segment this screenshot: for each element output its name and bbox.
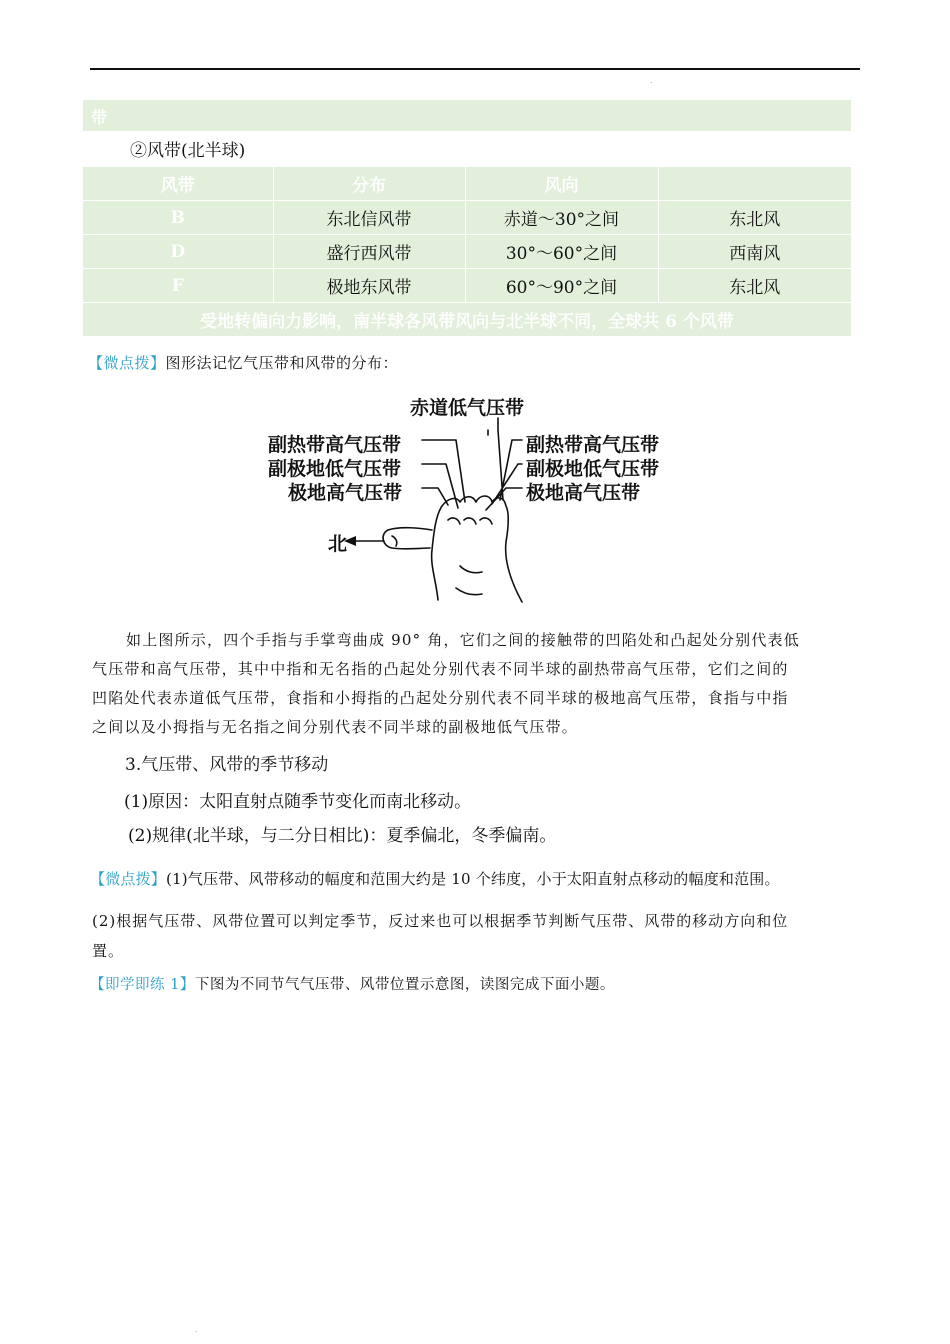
top-band — [83, 100, 851, 131]
wind-table-header — [83, 167, 851, 201]
label-right-subtropical-high: 副热带高气压带 — [526, 434, 660, 456]
tip2-line: 置。 — [92, 942, 125, 960]
explain-line: 气压带和高气压带，其中中指和无名指的凸起处分别代表不同半球的副热带高气压带，它们之间的 — [92, 660, 789, 678]
table-cell: 盛行西风带 — [273, 235, 465, 269]
table-cell: 东北风 — [658, 269, 851, 303]
table-row — [83, 201, 851, 235]
label-left-subpolar-low: 副极地低气压带 — [268, 458, 402, 480]
table-cell: 西南风 — [658, 235, 851, 269]
table-footer-row — [83, 303, 851, 337]
table-cell: 赤道～30°之间 — [465, 201, 658, 235]
tip-tag: 【微点拨】 — [90, 870, 167, 888]
explain-line: 之间以及小拇指与无名指之间分别代表不同半球的副极地低气压带。 — [92, 718, 579, 736]
tip-text: 图形法记忆气压带和风带的分布： — [165, 354, 399, 372]
table-row — [83, 235, 851, 269]
label-north: 北 — [328, 533, 348, 555]
practice-tag: 【即学即练 1】 — [90, 977, 195, 993]
footer-dot: . — [195, 1325, 198, 1334]
table-cell: 东北信风带 — [273, 201, 465, 235]
tip2-line: (2)根据气压带、风带位置可以判定季节，反过来也可以根据季节判断气压带、风带的移动方向和位 — [92, 912, 789, 930]
header-dot: . — [650, 76, 653, 85]
table-footer: 受地转偏向力影响，南半球各风带风向与北半球不同，全球共 6 个风带 — [83, 303, 851, 337]
header-cell: 分布 — [273, 167, 465, 201]
wind-table — [83, 167, 851, 337]
table-cell: 60°～90°之间 — [465, 269, 658, 303]
section3-title: 3.气压带、风带的季节移动 — [125, 755, 329, 775]
explain-paragraph — [92, 626, 862, 742]
tip-tag: 【微点拨】 — [88, 354, 166, 372]
label-left-subtropical-high: 副热带高气压带 — [268, 434, 402, 456]
header-rule — [90, 68, 860, 70]
row-label: F — [83, 269, 273, 303]
table-row — [83, 269, 851, 303]
row-label: B — [83, 201, 273, 235]
table-cell: 东北风 — [658, 201, 851, 235]
header-cell: 风向 — [465, 167, 658, 201]
section3-item-2: (2)规律(北半球，与二分日相比)：夏季偏北，冬季偏南。 — [128, 826, 557, 846]
wind-subtitle: ②风带(北半球) — [130, 141, 246, 161]
label-left-polar-high: 极地高气压带 — [288, 482, 403, 504]
practice-text: 下图为不同节气气压带、风带位置示意图，读图完成下面小题。 — [194, 977, 615, 993]
table-cell: 30°～60°之间 — [465, 235, 658, 269]
label-right-subpolar-low: 副极地低气压带 — [526, 458, 660, 480]
table-cell: 极地东风带 — [273, 269, 465, 303]
label-equatorial-low: 赤道低气压带 — [410, 397, 525, 419]
practice-line — [90, 973, 615, 994]
header-cell: 风带 — [83, 167, 273, 201]
header-cell — [658, 167, 851, 201]
explain-line: 凹陷处代表赤道低气压带，食指和小拇指的凸起处分别代表不同半球的极地高气压带，食指与中指 — [92, 689, 789, 707]
tip-line-1 — [88, 352, 398, 373]
tip-text: (1)气压带、风带移动的幅度和范围大约是 10 个纬度，小于太阳直射点移动的幅度和范围。 — [166, 870, 780, 888]
row-label: D — [83, 235, 273, 269]
hand-figure — [260, 390, 690, 615]
top-band-text: 带 — [91, 108, 108, 127]
tip2-continuation — [92, 906, 862, 966]
tip-line-2 — [90, 868, 780, 889]
explain-line: 如上图所示，四个手指与手掌弯曲成 90° 角，它们之间的接触带的凹陷处和凸起处分别代表低 — [126, 631, 800, 649]
label-right-polar-high: 极地高气压带 — [526, 482, 641, 504]
section3-item-1: (1)原因：太阳直射点随季节变化而南北移动。 — [124, 792, 472, 812]
